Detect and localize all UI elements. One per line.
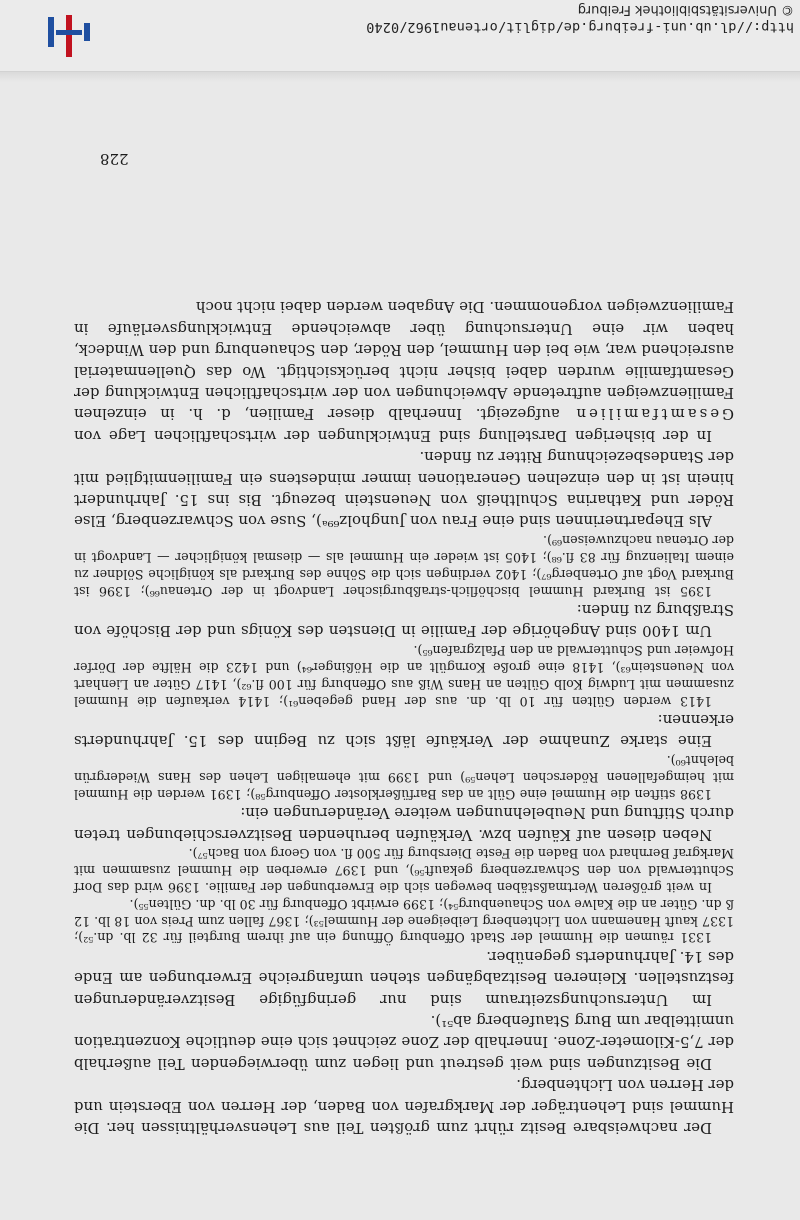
paragraph: In weit größeren Wertmaßstäben bewegen sich die Erwerbungen der Familie. 1396 wird das Dorf Schutterwald von den Schwarzenberg gekauft⁵⁶), und 1397 erwerben die Hummel zusammen mit Markgraf Bernhard von Baden die Feste Diersburg für 500 fl. von Georg von Bach⁵⁷). — [74, 846, 734, 895]
paragraph: Um 1400 sind Angehörige der Familie in Diensten des Königs und der Bischöfe von Straßburg zu finden: — [74, 600, 734, 641]
logo-bar-mid — [66, 15, 72, 57]
paragraph: Als Ehepartnerinnen sind eine Frau von Jungholz⁶⁹ᵃ), Suse von Schwarzenberg, Else Röder und Katharina Schultheiß von Neuenstein bezeugt. Bis ins 15. Jahrhundert hinein ist in den einzelnen Generationen immer mindestens ein Familienmitglied mit der Standesbezeichnung Ritter zu finden. — [74, 448, 734, 531]
paragraph: 1398 stiften die Hummel eine Gült an das Barfüßerkloster Offenburg⁵⁸); 1391 werden die Hummel mit heimgefallenen Röderschen Lehen⁵⁹) und 1399 mit ehemaligen Lehen des Hans Wiedergrün belehnt⁶⁰). — [74, 753, 734, 802]
paragraph: Neben diesen auf Käufen bzw. Verkäufen beruhenden Besitzverschiebungen treten durch Stiftung und Neubelehnungen weitere Veränderungen ein: — [74, 804, 734, 844]
page-edge-shadow — [0, 72, 800, 82]
page-body — [74, 296, 734, 1138]
paragraph: Die Besitzungen sind weit gestreut und liegen zum überwiegenden Teil außerhalb der 7,5-Kilometer-Zone. Innerhalb der Zone zeichnet sich eine deutliche Konzentration unmittelbar um Burg Staufenberg ab⁵¹). — [74, 1011, 734, 1073]
page-number: 228 — [100, 150, 129, 168]
paragraph: 1331 räumen die Hummel der Stadt Offenburg Öffnung ein auf ihrem Burgteil für 32 lb. dn.⁵²); 1337 kauft Hanemann von Lichtenberg Leibeigene der Hummel⁵³); 1367 fallen zum Preis von 18 lb. 12 ß dn. Güter an die Kalwe von Schauenburg⁵⁴); 1399 erwirbt Offenburg für 30 lb. dn. Gülten⁵⁵). — [74, 896, 734, 946]
logo-crossbar — [56, 30, 82, 35]
viewer-header — [0, 0, 800, 72]
paragraph: In der bisherigen Darstellung sind Entwicklungen der wirtschaftlichen Lage von Gesamtfamilien aufgezeigt. Innerhalb dieser Familien, d. h. in einzelnen Familienzweigen auftretende Abweichungen von der wirtschaftlichen Entwicklung der Gesamtfamilie wurden dabei bisher nicht berücksichtigt. Wo das Quellenmaterial ausreichend war, wie bei den Hummel, den Röder, den Schauenburg und den Windeck, haben wir eine Untersuchung über abweichende Entwicklungsverläufe in Familienzweigen vorgenommen. Die Angaben werden dabei nicht noch — [74, 298, 734, 445]
paragraph: Der nachweisbare Besitz rührt zum größten Teil aus Lehensverhältnissen her. Die Hummel sind Lehenträger der Markgrafen von Baden, der Herren von Eberstein und der Herren von Lichtenberg. — [74, 1076, 734, 1137]
paragraph: 1395 ist Burkard Hummel bischöflich-straßburgischer Landvogt in der Ortenau⁶⁶); 1396 ist Burkard Vogt auf Ortenberg⁶⁷); 1402 verdingen sich die Söhne des Burkard als königliche Söldner zu einem Italienzug für 83 fl.⁶⁸); 1405 ist wieder ein Hummel als — diesmal königlicher — Landvogt in der Ortenau nachzuweisen⁶⁹). — [74, 533, 734, 599]
logo-bar-right — [48, 17, 54, 47]
university-library-logo-icon — [24, 13, 94, 61]
paragraph: Eine starke Zunahme der Verkäufe läßt sich zu Beginn des 15. Jahrhunderts erkennen: — [74, 710, 734, 751]
source-url[interactable]: http://dl.ub.uni-freiburg.de/diglit/ortenau1962/0240 — [366, 19, 794, 35]
paragraph: 1413 werden Gülten für 10 lb. dn. aus der Hand gegeben⁶¹); 1414 verkaufen die Hummel zusammen mit Ludwig Kolb Gülten an Hans Wiß aus Offenburg für 100 fl.⁶²), 1417 Güter an Lienhart von Neuenstein⁶³), 1418 eine große Korngült an die Hößinger⁶⁴) und 1423 die Hälfte der Dörfer Hofweier und Schutterwald an den Pfalzgrafen⁶⁵). — [74, 643, 734, 709]
logo-bar-left — [84, 23, 90, 41]
paragraph: Im Untersuchungszeitraum sind nur geringfügige Besitzveränderungen festzustellen. Kleineren Besitzabgängen stehen umfangreiche Erwerbungen am Ende des 14. Jahrhunderts gegenüber. — [74, 947, 734, 1009]
book-page — [0, 72, 800, 1220]
copyright-notice: © Universitätsbibliothek Freiburg — [577, 2, 794, 17]
